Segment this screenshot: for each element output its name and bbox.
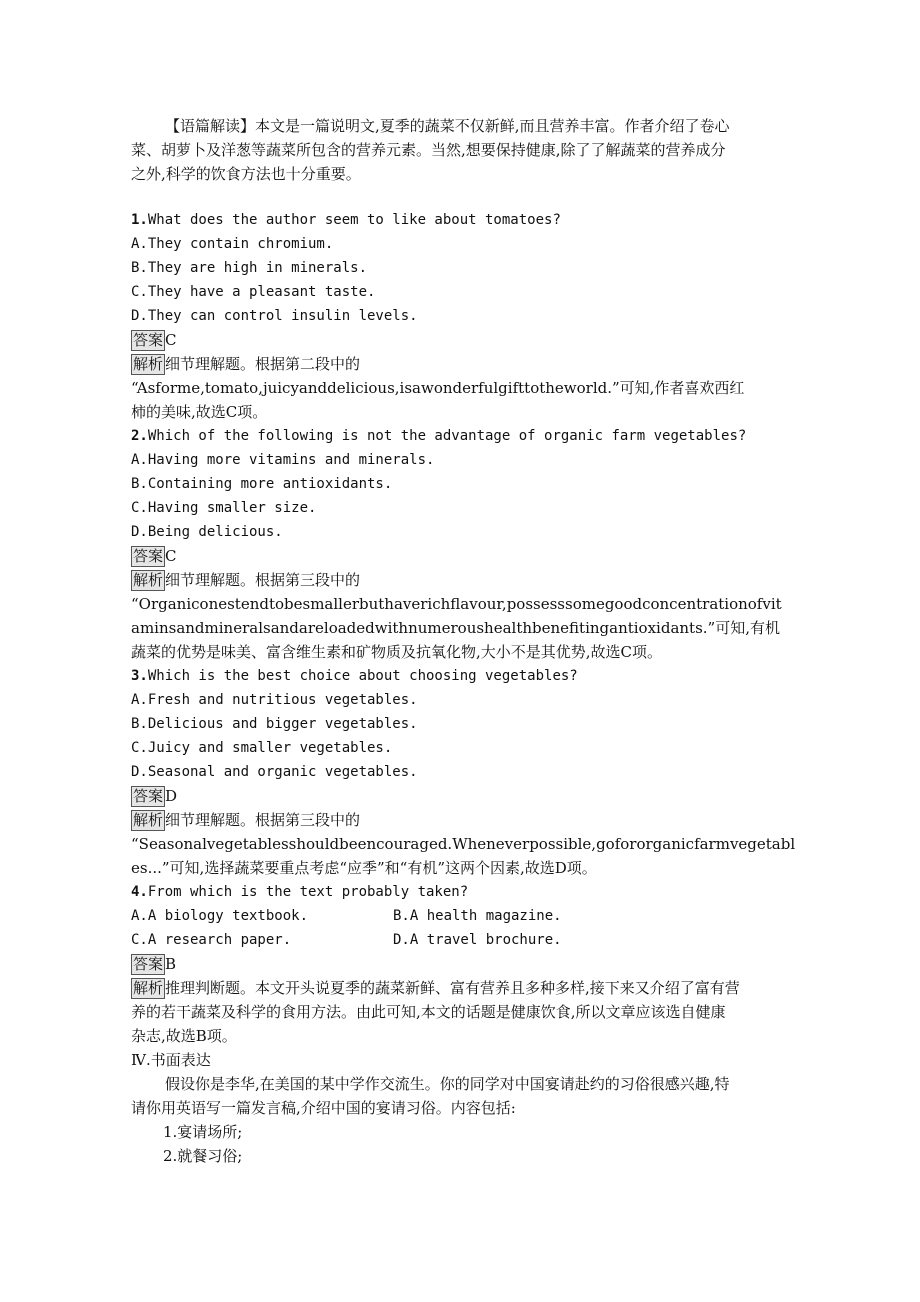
option-c: C.Juicy and smaller vegetables. <box>131 740 393 756</box>
option-d: D.They can control insulin levels. <box>131 308 418 324</box>
analysis-tag: 解析 <box>133 571 164 589</box>
question-stem: Which is the best choice about choosing vegetables? <box>147 668 578 684</box>
answer-tag: 答案 <box>133 787 164 805</box>
question-1 <box>131 208 791 424</box>
option-c: C.A research paper. <box>131 932 292 948</box>
analysis-text-3: es...”可知,选择蔬菜要重点考虑“应季”和“有机”这两个因素,故选D项。 <box>131 859 597 877</box>
spacer <box>131 186 791 208</box>
option-d: D.Seasonal and organic vegetables. <box>131 764 418 780</box>
analysis-text-2: “Organiconestendtobesmallerbuthaverichflavour,possesssomegoodconcentrationofvit <box>131 595 782 613</box>
answer-value: C <box>165 547 177 565</box>
option-c: C.They have a pleasant taste. <box>131 284 376 300</box>
option-b: B.A health magazine. <box>393 908 562 924</box>
analysis-text-2: “Seasonalvegetablesshouldbeencouraged.Wheneverpossible,gofororganicfarmvegetabl <box>131 835 796 853</box>
question-2 <box>131 424 791 664</box>
question-stem: From which is the text probably taken? <box>147 884 469 900</box>
interpretation-text-1: 本文是一篇说明文,夏季的蔬菜不仅新鲜,而且营养丰富。作者介绍了卷心 <box>255 117 730 135</box>
question-3 <box>131 664 796 880</box>
option-a: A.A biology textbook. <box>131 908 309 924</box>
interpretation-label: 【语篇解读】 <box>165 117 256 135</box>
writing-section <box>131 1048 791 1168</box>
question-4 <box>131 880 791 1048</box>
option-a: A.They contain chromium. <box>131 236 334 252</box>
document-page <box>131 114 796 1168</box>
analysis-tag: 解析 <box>133 811 164 829</box>
analysis-text-3: 柿的美味,故选C项。 <box>131 403 268 421</box>
answer-value: B <box>165 955 177 973</box>
answer-tag: 答案 <box>133 955 164 973</box>
analysis-text-1: 细节理解题。根据第三段中的 <box>165 571 361 589</box>
analysis-tag: 解析 <box>133 355 164 373</box>
analysis-text-2: “Asforme,tomato,juicyanddelicious,isawonderfulgifttotheworld.”可知,作者喜欢西红 <box>131 379 745 397</box>
analysis-text-1: 细节理解题。根据第三段中的 <box>165 811 361 829</box>
option-a: A.Having more vitamins and minerals. <box>131 452 435 468</box>
answer-value: C <box>165 331 177 349</box>
question-number: 3. <box>131 668 148 684</box>
option-b: B.They are high in minerals. <box>131 260 368 276</box>
analysis-text-1: 细节理解题。根据第二段中的 <box>165 355 361 373</box>
analysis-text-3: 杂志,故选B项。 <box>131 1027 237 1045</box>
analysis-text-1: 推理判断题。本文开头说夏季的蔬菜新鲜、富有营养且多种多样,接下来又介绍了富有营 <box>165 979 740 997</box>
writing-prompt-2: 请你用英语写一篇发言稿,介绍中国的宴请习俗。内容包括: <box>131 1099 516 1117</box>
writing-item-1: 1.宴请场所; <box>163 1123 243 1141</box>
analysis-text-2: 养的若干蔬菜及科学的食用方法。由此可知,本文的话题是健康饮食,所以文章应该选自健康 <box>131 1003 726 1021</box>
analysis-text-3: aminsandmineralsandareloadedwithnumeroushealthbenefitingantioxidants.”可知,有机 <box>131 619 780 637</box>
answer-value: D <box>165 787 178 805</box>
question-stem: What does the author seem to like about tomatoes? <box>147 212 561 228</box>
option-d: D.A travel brochure. <box>393 932 562 948</box>
question-number: 2. <box>131 428 148 444</box>
writing-item-2: 2.就餐习俗; <box>163 1147 243 1165</box>
analysis-text-4: 蔬菜的优势是味美、富含维生素和矿物质及抗氧化物,大小不是其优势,故选C项。 <box>131 643 663 661</box>
interpretation-text-2: 菜、胡萝卜及洋葱等蔬菜所包含的营养元素。当然,想要保持健康,除了了解蔬菜的营养成分 <box>131 141 726 159</box>
option-a: A.Fresh and nutritious vegetables. <box>131 692 418 708</box>
passage-interpretation <box>131 114 791 186</box>
option-b: B.Containing more antioxidants. <box>131 476 393 492</box>
interpretation-text-3: 之外,科学的饮食方法也十分重要。 <box>131 165 361 183</box>
option-b: B.Delicious and bigger vegetables. <box>131 716 418 732</box>
answer-tag: 答案 <box>133 331 164 349</box>
writing-prompt-1: 假设你是李华,在美国的某中学作交流生。你的同学对中国宴请赴约的习俗很感兴趣,特 <box>165 1075 730 1093</box>
section-heading: Ⅳ.书面表达 <box>131 1051 211 1069</box>
option-d: D.Being delicious. <box>131 524 283 540</box>
analysis-tag: 解析 <box>133 979 164 997</box>
answer-tag: 答案 <box>133 547 164 565</box>
option-c: C.Having smaller size. <box>131 500 317 516</box>
question-number: 4. <box>131 884 148 900</box>
question-number: 1. <box>131 212 148 228</box>
question-stem: Which of the following is not the advantage of organic farm vegetables? <box>147 428 747 444</box>
